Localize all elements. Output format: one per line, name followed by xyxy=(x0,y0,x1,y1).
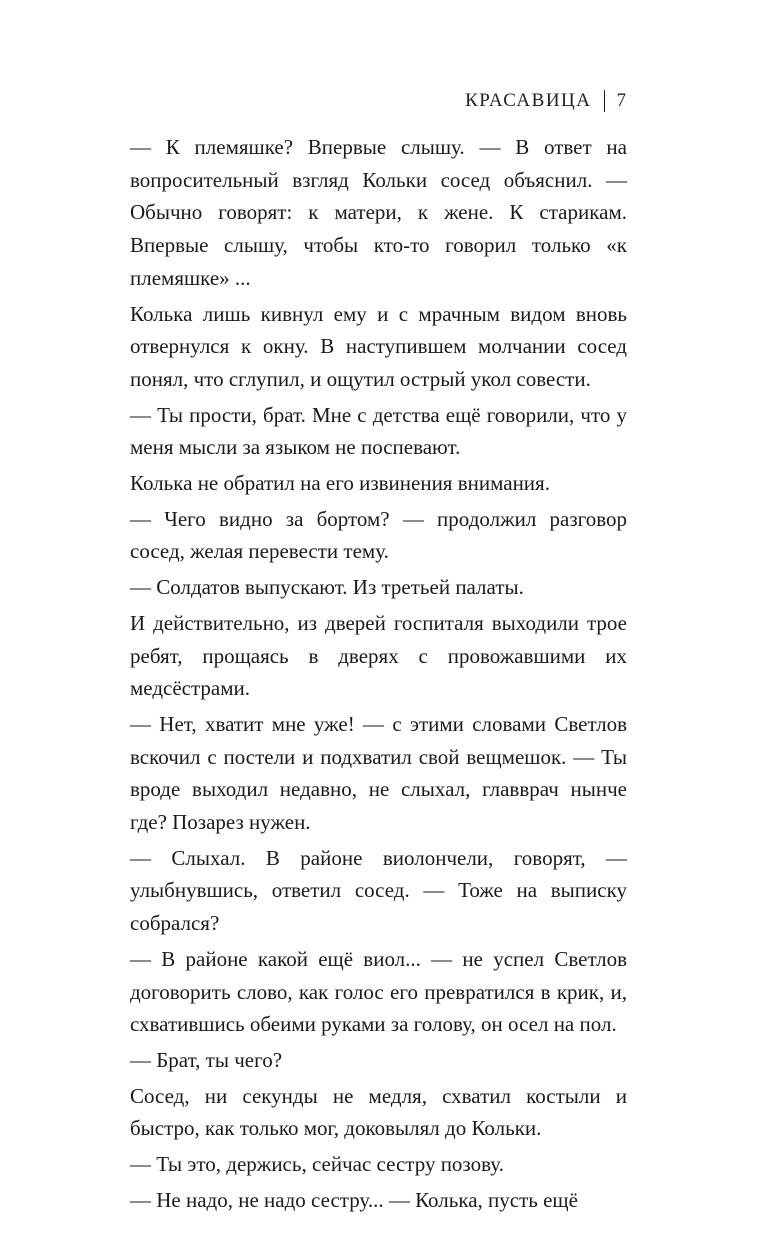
paragraph: — Брат, ты чего? xyxy=(130,1047,283,1072)
paragraph: Колька не обратил на его извинения внимания. xyxy=(130,471,550,496)
paragraph: — Не надо, не надо сестру... — Колька, пусть ещё xyxy=(130,1187,578,1212)
paragraph: — Слыхал. В районе виолончели, говорят, — улыбнувшись, ответил сосед. — Тоже на выписку собрался? xyxy=(130,845,627,936)
header-divider xyxy=(604,90,605,112)
paragraph: Колька лишь кивнул ему и с мрачным видом вновь отвернулся к окну. В наступившем молчании сосед понял, что сглупил, и ощутил острый укол совести. xyxy=(130,301,627,391)
paragraph: — Ты это, держись, сейчас сестру позову. xyxy=(130,1152,504,1177)
paragraph: — Нет, хватит мне уже! — с этими словами Светлов вскочил с постели и подхватил свой вещмешок. — Ты вроде выходил недавно, не слыхал, главврач нынче где? Позарез нужен. xyxy=(130,711,627,835)
paragraph: — Солдатов выпускают. Из третьей палаты. xyxy=(130,575,524,600)
paragraph: — Чего видно за бортом? — продолжил разговор сосед, желая перевести тему. xyxy=(130,506,627,564)
body-text xyxy=(130,131,627,1220)
paragraph: Сосед, ни секунды не медля, схватил костыли и быстро, как только мог, доковылял до Кольки. xyxy=(130,1083,627,1141)
running-head xyxy=(465,90,626,112)
paragraph: — Ты прости, брат. Мне с детства ещё говорили, что у меня мысли за языком не поспевают. xyxy=(130,402,627,460)
paragraph: И действительно, из дверей госпиталя выходили трое ребят, прощаясь в дверях с провожавшими их медсёстрами. xyxy=(130,610,627,701)
chapter-title: КРАСАВИЦА xyxy=(465,90,592,111)
paragraph: — К племяшке? Впервые слышу. — В ответ на вопросительный взгляд Кольки сосед объяснил. — Обычно говорят: к матери, к жене. К старикам. Впервые слышу, чтобы кто-то говорил только «к племяшке» ... xyxy=(130,135,627,290)
page-number: 7 xyxy=(616,90,626,111)
paragraph: — В районе какой ещё виол... — не успел Светлов договорить слово, как голос его превратился в крик, и, схватившись обеими руками за голову, он осел на пол. xyxy=(130,946,627,1037)
